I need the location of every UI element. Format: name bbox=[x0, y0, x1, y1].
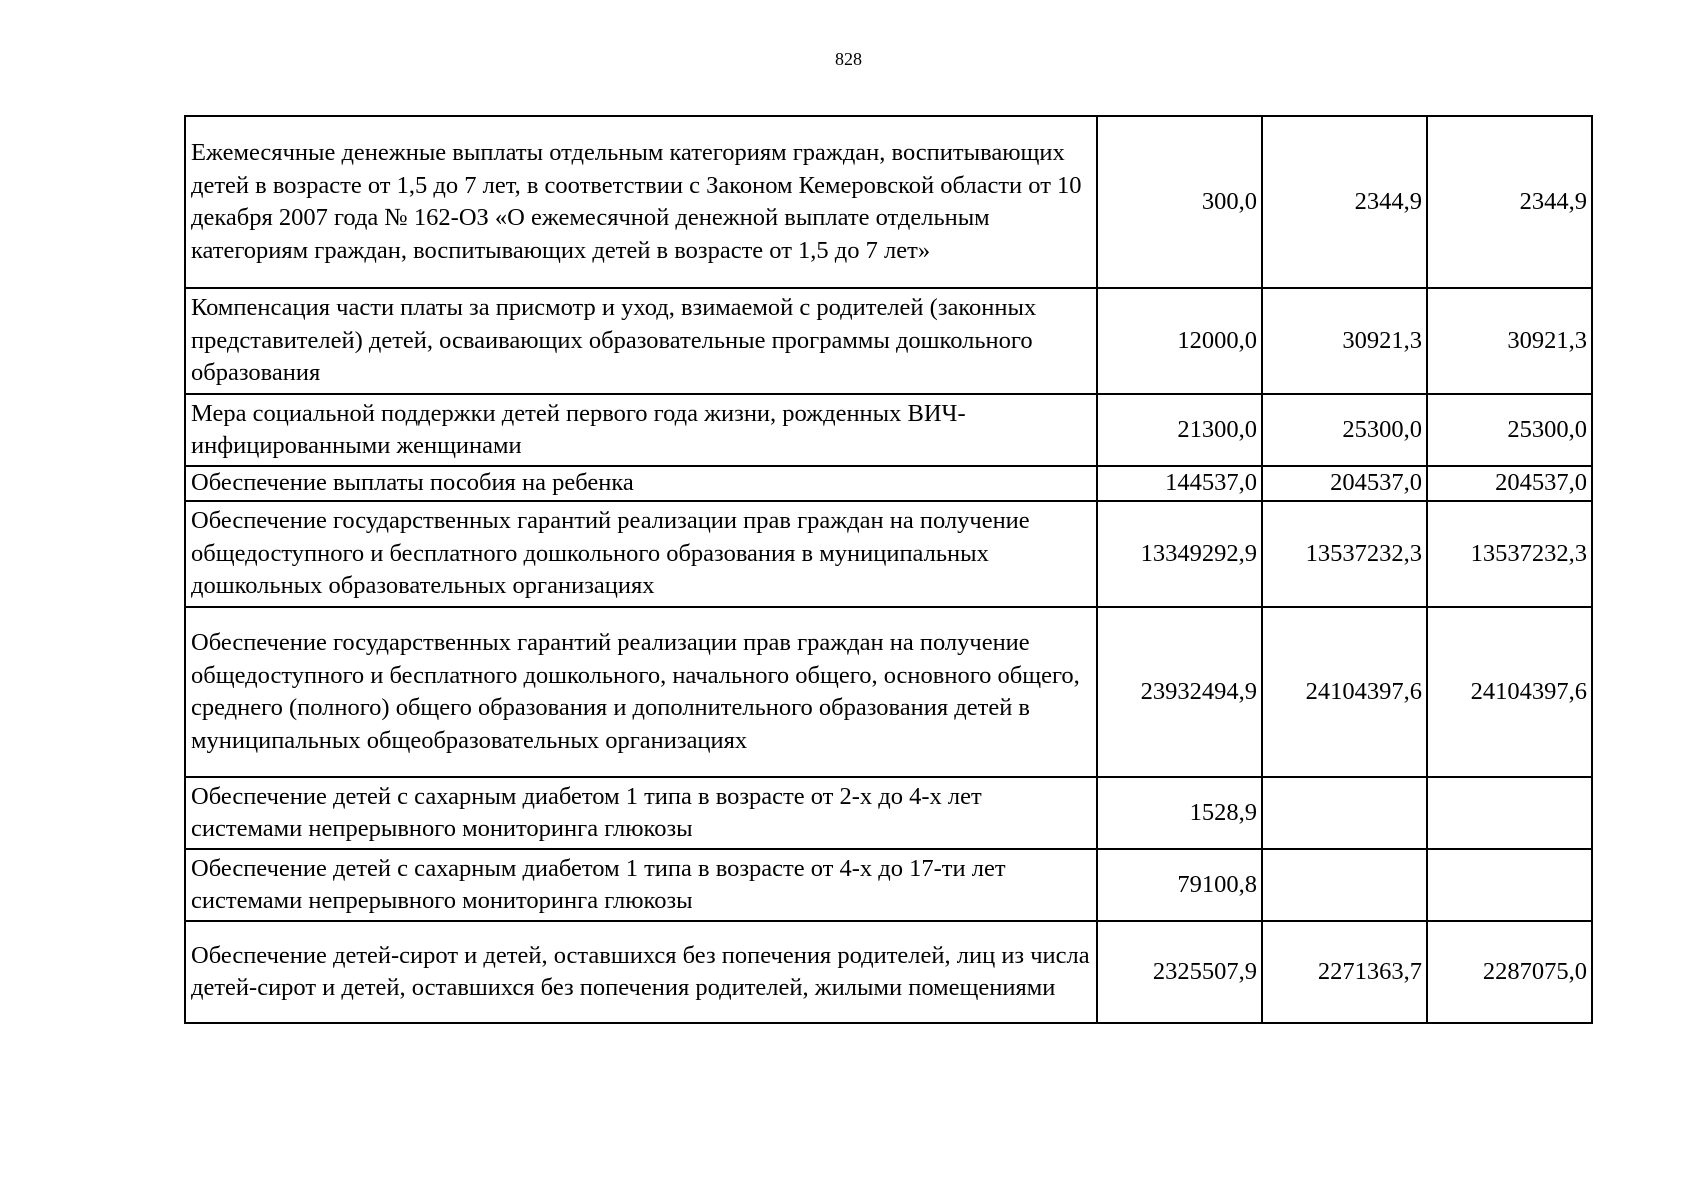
row-value-3: 204537,0 bbox=[1427, 466, 1592, 501]
row-value-2: 25300,0 bbox=[1262, 394, 1427, 466]
row-value-2: 2344,9 bbox=[1262, 116, 1427, 288]
row-value-3: 30921,3 bbox=[1427, 288, 1592, 394]
row-value-1: 300,0 bbox=[1097, 116, 1262, 288]
row-value-2 bbox=[1262, 777, 1427, 849]
row-value-2: 2271363,7 bbox=[1262, 921, 1427, 1023]
row-value-2: 30921,3 bbox=[1262, 288, 1427, 394]
row-value-1: 23932494,9 bbox=[1097, 607, 1262, 777]
row-value-2: 24104397,6 bbox=[1262, 607, 1427, 777]
row-value-1: 144537,0 bbox=[1097, 466, 1262, 501]
budget-table bbox=[184, 115, 1593, 1024]
row-value-2 bbox=[1262, 849, 1427, 921]
table-row bbox=[185, 288, 1592, 394]
table-row bbox=[185, 116, 1592, 288]
row-description: Обеспечение выплаты пособия на ребенка bbox=[185, 466, 1097, 501]
row-value-3: 25300,0 bbox=[1427, 394, 1592, 466]
row-value-1: 21300,0 bbox=[1097, 394, 1262, 466]
row-value-1: 1528,9 bbox=[1097, 777, 1262, 849]
row-value-2: 204537,0 bbox=[1262, 466, 1427, 501]
table-row bbox=[185, 607, 1592, 777]
table-row bbox=[185, 394, 1592, 466]
row-value-2: 13537232,3 bbox=[1262, 501, 1427, 607]
row-value-3: 2344,9 bbox=[1427, 116, 1592, 288]
row-value-3: 24104397,6 bbox=[1427, 607, 1592, 777]
row-description: Обеспечение детей с сахарным диабетом 1 типа в возрасте от 2-х до 4-х лет системами непрерывного мониторинга глюкозы bbox=[185, 777, 1097, 849]
row-value-1: 2325507,9 bbox=[1097, 921, 1262, 1023]
table-row bbox=[185, 501, 1592, 607]
row-value-3 bbox=[1427, 777, 1592, 849]
row-value-3 bbox=[1427, 849, 1592, 921]
row-description: Мера социальной поддержки детей первого года жизни, рожденных ВИЧ-инфицированными женщинами bbox=[185, 394, 1097, 466]
table-row bbox=[185, 777, 1592, 849]
row-value-1: 79100,8 bbox=[1097, 849, 1262, 921]
row-value-3: 2287075,0 bbox=[1427, 921, 1592, 1023]
table-row bbox=[185, 921, 1592, 1023]
page-number: 828 bbox=[835, 49, 862, 69]
table-row bbox=[185, 849, 1592, 921]
row-description: Обеспечение государственных гарантий реализации прав граждан на получение общедоступного и бесплатного дошкольного, начального общего, основного общего, среднего (полного) общего образования и дополнительного образования детей в муниципальных общеобразовательных организациях bbox=[185, 607, 1097, 777]
row-description: Ежемесячные денежные выплаты отдельным категориям граждан, воспитывающих детей в возрасте от 1,5 до 7 лет, в соответствии с Законом Кемеровской области от 10 декабря 2007 года № 162-ОЗ «О ежемесячной денежной выплате отдельным категориям граждан, воспитывающих детей в возрасте от 1,5 до 7 лет» bbox=[185, 116, 1097, 288]
row-value-1: 12000,0 bbox=[1097, 288, 1262, 394]
table-row bbox=[185, 466, 1592, 501]
row-description: Обеспечение детей-сирот и детей, оставшихся без попечения родителей, лиц из числа детей-сирот и детей, оставшихся без попечения родителей, жилыми помещениями bbox=[185, 921, 1097, 1023]
row-description: Обеспечение государственных гарантий реализации прав граждан на получение общедоступного и бесплатного дошкольного образования в муниципальных дошкольных образовательных организациях bbox=[185, 501, 1097, 607]
row-value-1: 13349292,9 bbox=[1097, 501, 1262, 607]
row-value-3: 13537232,3 bbox=[1427, 501, 1592, 607]
row-description: Компенсация части платы за присмотр и уход, взимаемой с родителей (законных представителей) детей, осваивающих образовательные программы дошкольного образования bbox=[185, 288, 1097, 394]
row-description: Обеспечение детей с сахарным диабетом 1 типа в возрасте от 4-х до 17-ти лет системами непрерывного мониторинга глюкозы bbox=[185, 849, 1097, 921]
